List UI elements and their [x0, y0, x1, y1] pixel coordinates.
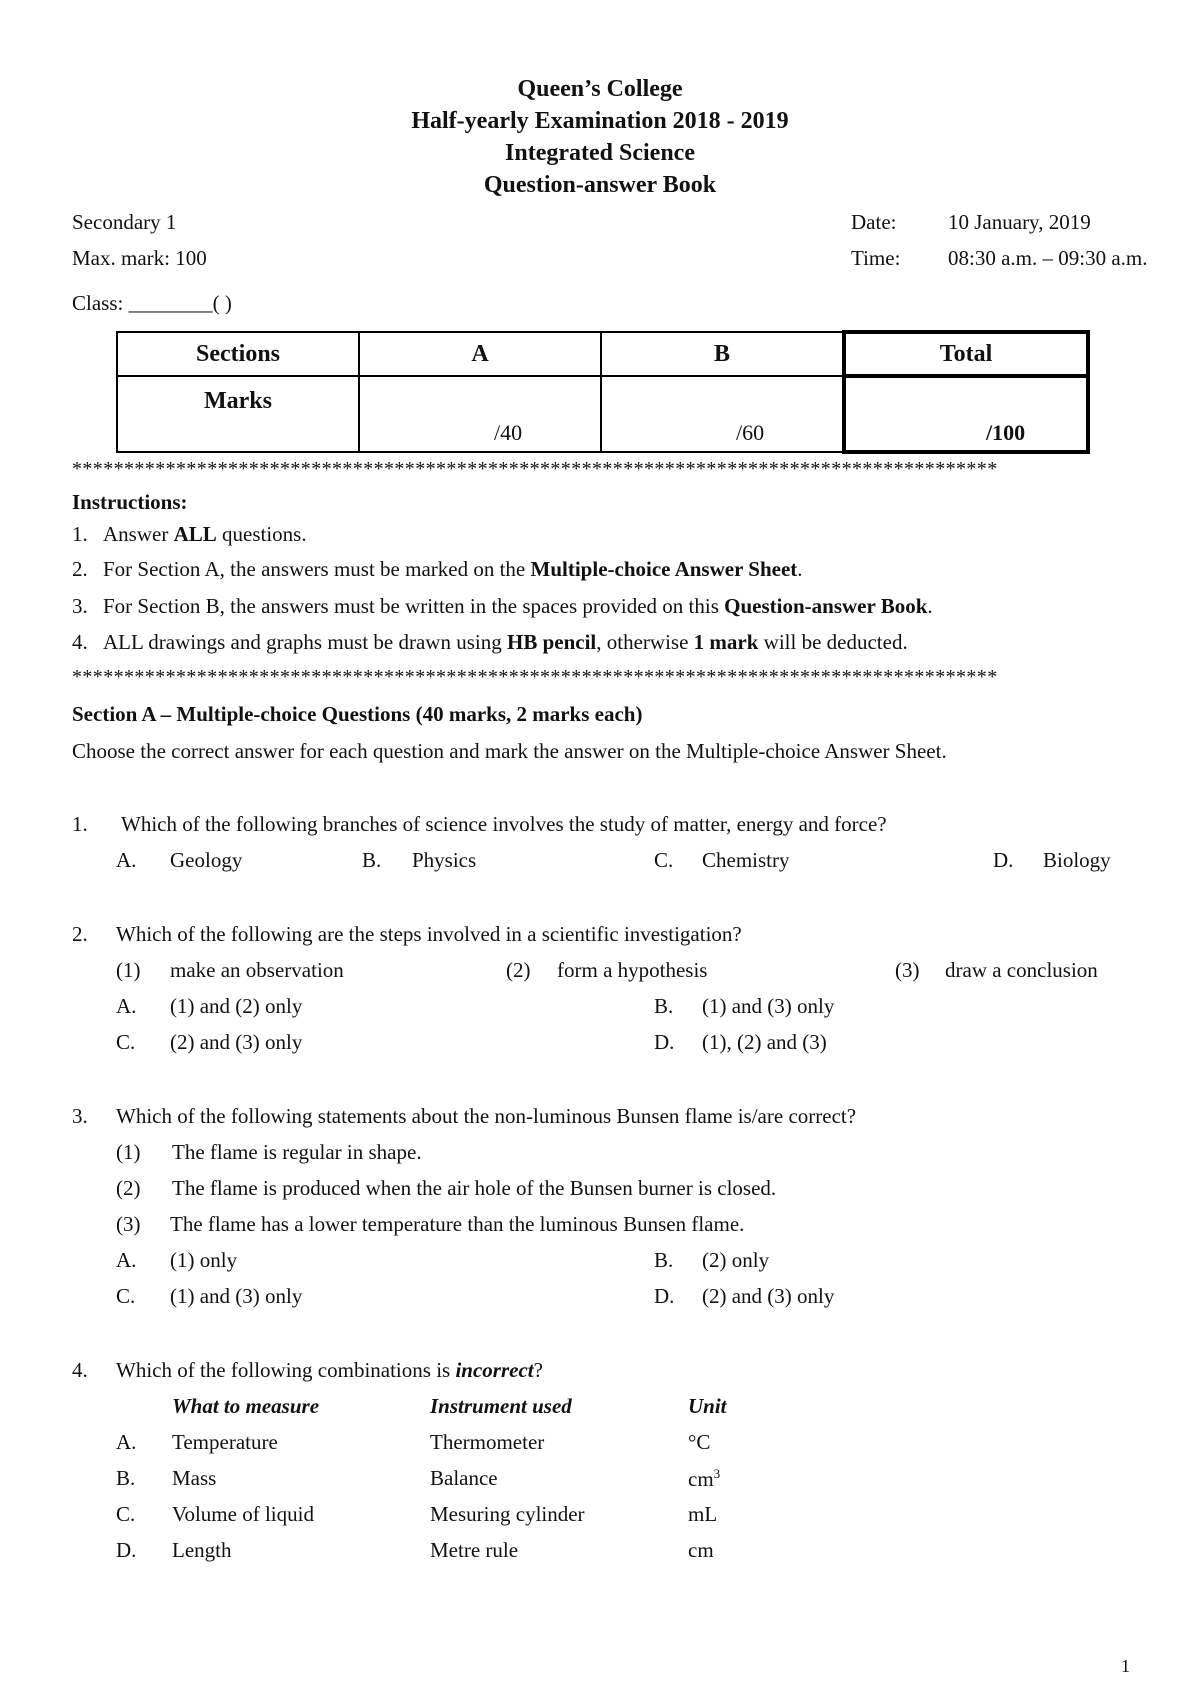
option-letter: D.: [993, 848, 1014, 872]
option-letter: B.: [116, 1466, 136, 1490]
instruction-text: questions.: [216, 522, 307, 546]
statement-number: (2): [506, 958, 531, 982]
header-section-b: B: [713, 341, 730, 367]
statement-number: (1): [116, 1140, 141, 1164]
marks-total-value: /100: [986, 420, 1026, 445]
instruction-text: will be deducted.: [758, 630, 908, 654]
option-letter: A.: [116, 1248, 137, 1272]
unit-base: cm: [688, 1467, 714, 1491]
option-unit: °C: [688, 1430, 711, 1454]
unit-superscript: 3: [713, 1466, 721, 1481]
instruction-text: .: [927, 594, 933, 618]
instruction-bold: Multiple-choice Answer Sheet: [530, 557, 798, 581]
question-text: Which of the following branches of science involves the study of matter, energy and force?: [121, 812, 887, 836]
header-sections: Sections: [196, 341, 280, 367]
option-instrument: Metre rule: [430, 1538, 519, 1562]
statement-number: (3): [895, 958, 920, 982]
column-header: Instrument used: [430, 1394, 572, 1418]
class-field: Class: ________( ): [72, 291, 232, 315]
level-label: Secondary 1: [72, 210, 177, 234]
statement-text: draw a conclusion: [945, 958, 1098, 982]
header-section-a: A: [471, 341, 489, 367]
option-unit: cm: [688, 1538, 714, 1562]
time-value: 08:30 a.m. – 09:30 a.m.: [948, 246, 1148, 270]
option-what: Mass: [172, 1466, 217, 1490]
row-label-marks: Marks: [204, 388, 272, 414]
question-number: 1.: [72, 812, 88, 836]
marks-table: [116, 330, 1090, 454]
marks-a-value: /40: [494, 420, 523, 445]
school-name: Queen’s College: [517, 76, 683, 102]
column-header: Unit: [688, 1394, 727, 1418]
page-number: 1: [1121, 1656, 1130, 1676]
option-letter: A.: [116, 848, 137, 872]
statement-number: (3): [116, 1212, 141, 1236]
separator: *****************************************************************************************: [72, 458, 998, 480]
exam-title: Half-yearly Examination 2018 - 2019: [411, 108, 789, 134]
instruction-text: , otherwise: [596, 630, 694, 654]
option-text: (2) and (3) only: [170, 1030, 303, 1054]
question-text: [116, 1358, 543, 1383]
instructions-title: Instructions:: [72, 490, 188, 514]
option-what: Length: [172, 1538, 232, 1562]
option-letter: D.: [116, 1538, 137, 1562]
option-text: (2) only: [702, 1248, 770, 1272]
column-header: What to measure: [172, 1394, 320, 1418]
option-text: (2) and (3) only: [702, 1284, 835, 1308]
marks-b-value: /60: [736, 420, 765, 445]
option-letter: A.: [116, 994, 137, 1018]
option-letter: C.: [116, 1030, 136, 1054]
question-emphasis: incorrect: [455, 1358, 534, 1382]
option-letter: D.: [654, 1030, 675, 1054]
statement-number: (1): [116, 958, 141, 982]
option-unit: [688, 1466, 720, 1492]
subject-title: Integrated Science: [505, 140, 695, 166]
option-letter: B.: [654, 1248, 674, 1272]
question-text: Which of the following statements about the non-luminous Bunsen flame is/are correct?: [116, 1104, 857, 1128]
statement-text: make an observation: [170, 958, 344, 982]
option-text: Geology: [170, 848, 243, 872]
instruction-number: 4.: [72, 630, 88, 654]
instruction-number: 1.: [72, 522, 88, 546]
option-letter: C.: [654, 848, 674, 872]
instruction-item: [72, 630, 908, 655]
option-what: Temperature: [172, 1430, 278, 1454]
instruction-number: 2.: [72, 557, 88, 581]
option-letter: C.: [116, 1502, 136, 1526]
option-letter: D.: [654, 1284, 675, 1308]
instruction-text: For Section B, the answers must be written in the spaces provided on this: [103, 594, 725, 618]
instruction-bold: HB pencil: [506, 630, 597, 654]
statement-text: form a hypothesis: [557, 958, 708, 982]
instruction-bold: Question-answer Book: [724, 594, 928, 618]
time-label: Time:: [851, 246, 901, 270]
option-text: Physics: [412, 848, 477, 872]
max-mark: Max. mark: 100: [72, 246, 207, 270]
instruction-text: For Section A, the answers must be marked on the: [103, 557, 531, 581]
option-text: (1) only: [170, 1248, 238, 1272]
book-title: Question-answer Book: [483, 172, 717, 198]
option-letter: B.: [362, 848, 382, 872]
option-letter: B.: [654, 994, 674, 1018]
option-instrument: Mesuring cylinder: [430, 1502, 585, 1526]
option-text: (1) and (3) only: [170, 1284, 303, 1308]
option-unit: mL: [688, 1502, 718, 1526]
option-text: (1) and (2) only: [170, 994, 303, 1018]
header-total: Total: [939, 341, 993, 367]
statement-text: The flame is regular in shape.: [172, 1140, 422, 1164]
instruction-number: 3.: [72, 594, 88, 618]
statement-text: The flame is produced when the air hole of the Bunsen burner is closed.: [172, 1176, 777, 1200]
instruction-item: [72, 522, 307, 547]
option-letter: C.: [116, 1284, 136, 1308]
question-text: Which of the following are the steps involved in a scientific investigation?: [116, 922, 742, 946]
instruction-item: [72, 557, 803, 582]
date-value: 10 January, 2019: [948, 210, 1091, 234]
question-number: 4.: [72, 1358, 88, 1382]
question-text-part: Which of the following combinations is: [116, 1358, 456, 1382]
instruction-item: [72, 594, 933, 619]
section-a-title: Section A – Multiple-choice Questions (40 marks, 2 marks each): [72, 702, 643, 726]
option-text: Biology: [1043, 848, 1111, 872]
question-number: 3.: [72, 1104, 88, 1128]
instruction-text: Answer: [103, 522, 174, 546]
option-what: Volume of liquid: [172, 1502, 314, 1526]
instruction-text: .: [797, 557, 803, 581]
option-text: (1) and (3) only: [702, 994, 835, 1018]
instruction-bold: 1 mark: [693, 630, 759, 654]
separator: *****************************************************************************************: [72, 666, 998, 688]
instruction-text: ALL drawings and graphs must be drawn using: [103, 630, 507, 654]
question-text-part: ?: [533, 1358, 543, 1382]
instruction-bold: ALL: [173, 522, 217, 546]
option-instrument: Balance: [430, 1466, 498, 1490]
section-a-intro: Choose the correct answer for each question and mark the answer on the Multiple-choice Answer Sheet.: [72, 739, 947, 763]
date-label: Date:: [851, 210, 897, 234]
statement-number: (2): [116, 1176, 141, 1200]
option-text: (1), (2) and (3): [702, 1030, 827, 1054]
question-number: 2.: [72, 922, 88, 946]
option-instrument: Thermometer: [430, 1430, 545, 1454]
statement-text: The flame has a lower temperature than the luminous Bunsen flame.: [170, 1212, 745, 1236]
option-letter: A.: [116, 1430, 137, 1454]
option-text: Chemistry: [702, 848, 790, 872]
